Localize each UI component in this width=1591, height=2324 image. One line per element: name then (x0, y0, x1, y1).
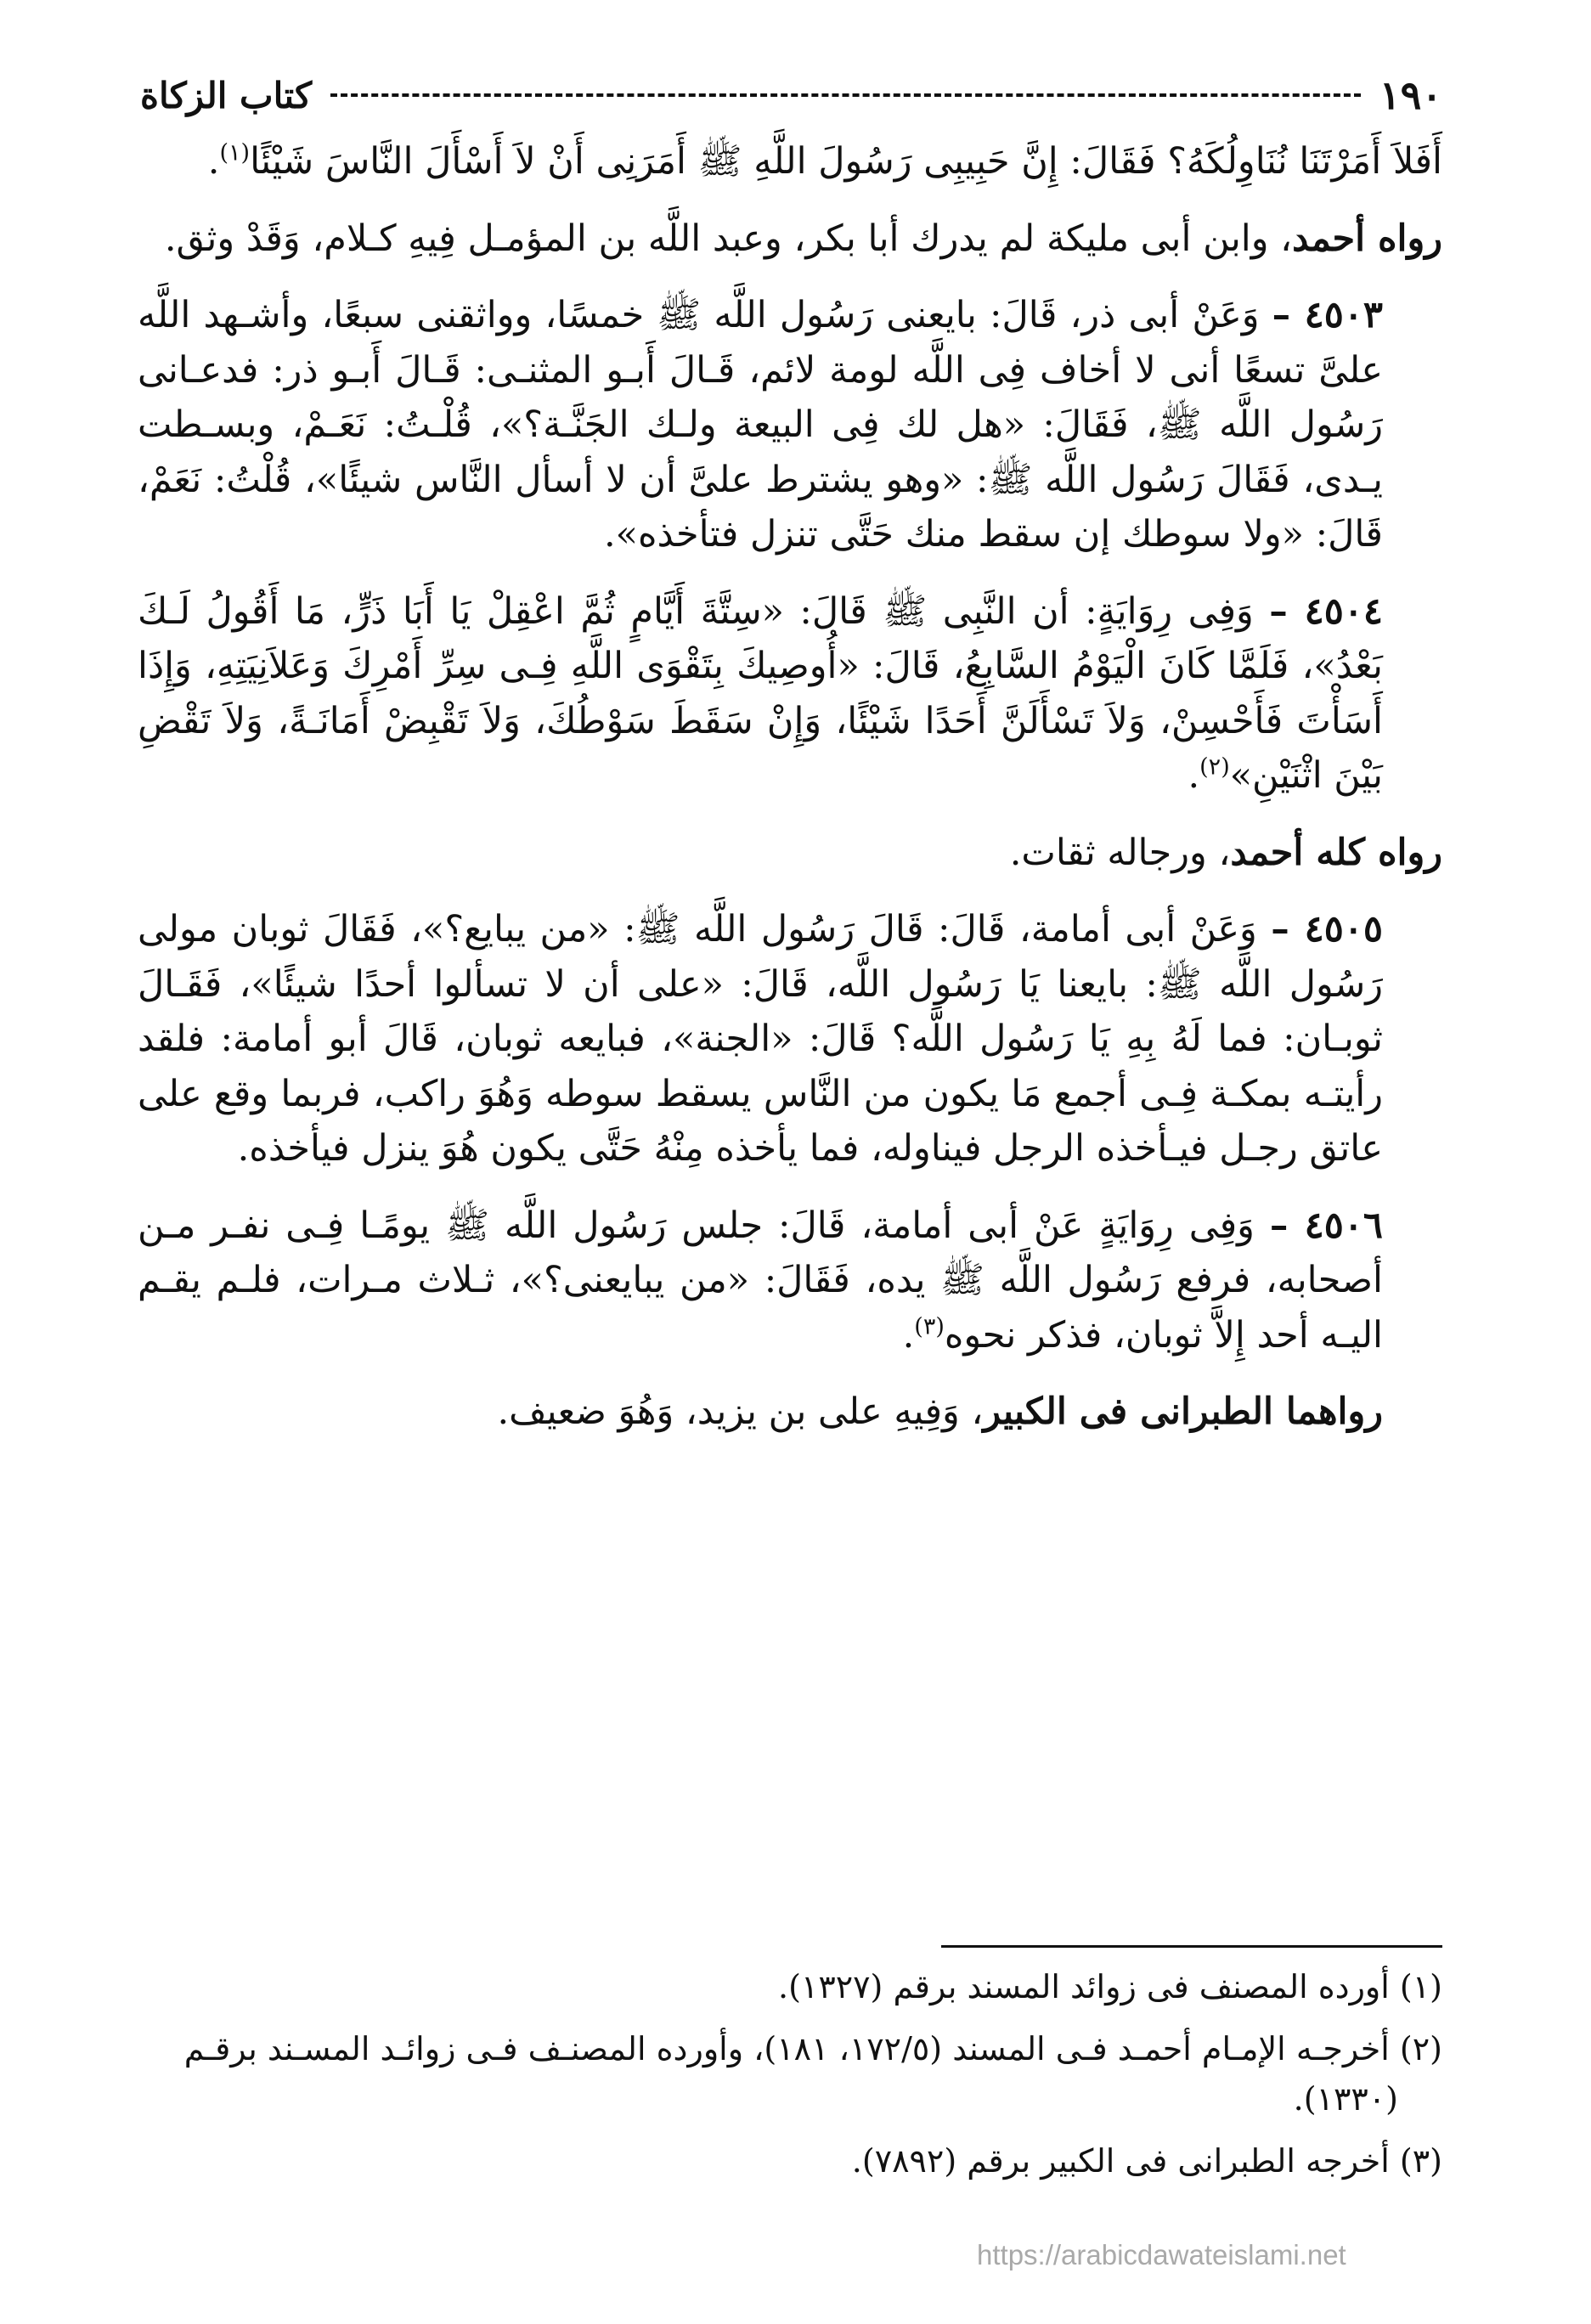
narration-source: رواهما الطبرانى فى الكبير (983, 1390, 1383, 1433)
page-header (140, 70, 1442, 121)
footnote-2-continuation: (١٣٣٠). (1293, 2079, 1398, 2118)
paragraph-end: . (902, 1313, 915, 1357)
footnote-2-text: (٢) أخرجـه الإمـام أحمـد فـى المسند (١٧٢/٥، ١٨١)، وأورده المصنـف فـى زوائـد المسـند برقـم (183, 2029, 1442, 2067)
hadith-number: ٤٥٠٦ – (1269, 1204, 1383, 1247)
paragraph-text: أَفَلاَ أَمَرْتَنَا نُنَاوِلُكَهُ؟ فَقَالَ: إِنَّ حَبِيبِى رَسُولَ اللَّهِ ﷺ أَمَرَنِى أَنْ لاَ أَسْأَلَ النَّاسَ شَيْئًا (250, 140, 1442, 183)
hadith-text: وَفِى رِوَايَةٍ عَنْ أبى أمامة، قَالَ: جلس رَسُول اللَّه ﷺ يومًـا فِـى نفـر مـن أصحابه، فرفع رَسُول اللَّه ﷺ يده، فَقَالَ: «من يبايعنى؟»، ثـلاث مـرات، فلـم يقـم اليـه أحد إِلاَّ ثوبان، فذكر نحوه (138, 1204, 1383, 1357)
book-title: كتاب الزكاة (140, 74, 313, 116)
footnote-divider (941, 1945, 1442, 1948)
footnote-ref-3: (٣) (914, 1313, 945, 1340)
main-text (138, 134, 1442, 1462)
hadith-number: ٤٥٠٣ – (1272, 294, 1383, 336)
hadith-text: وَعَنْ أبى أمامة، قَالَ: قَالَ رَسُول اللَّه ﷺ: «من يبايع؟»، فَقَالَ ثوبان مولى رَسُول اللَّه ﷺ: بايعنا يَا رَسُول اللَّه، قَالَ: «على أن لا تسألوا أحدًا شيئًا»، فَقَـالَ ثوبـان: فما لَهُ بِهِ يَا رَسُول اللَّه؟ قَالَ: «الجنة»، فبايعه ثوبان، قَالَ أبو أمامة: فلقد رأيتـه بمكـة فِـى أجمع مَا يكون من النَّاس يسقط سوطه وَهُوَ راكب، فربما وقع على عاتق رجـل فيـأخذه الرجل فيناوله، فما يأخذه مِنْهُ حَتَّى يكون هُوَ ينزل فيأخذه. (138, 908, 1383, 1170)
hadith-4503 (138, 288, 1442, 562)
narration-note (138, 212, 1442, 267)
paragraph-end: . (207, 140, 220, 183)
page-number: ١٩٠ (1379, 72, 1442, 118)
footnote-2 (138, 2024, 1442, 2074)
hadith-number: ٤٥٠٥ – (1271, 908, 1383, 950)
narration-source: رواه كله أحمد (1230, 831, 1442, 874)
footnote-3: (٣) أخرجه الطبرانى فى الكبير برقم (٧٨٩٢). (851, 2141, 1442, 2180)
footnotes (138, 1962, 1442, 2198)
footnote-1: (١) أورده المصنف فى زوائد المسند برقم (١٣٢٧). (778, 1968, 1442, 2005)
hadith-text: وَفِى رِوَايَةٍ: أن النَّبِى ﷺ قَالَ: «سِتَّةَ أَيَّامٍ ثُمَّ اعْقِلْ يَا أَبَا ذَرٍّ، مَا أَقُولُ لَـكَ بَعْدُ»، فَلَمَّا كَانَ الْيَوْمُ السَّابِعُ، قَالَ: «أُوصِيكَ بِتَقْوَى اللَّهِ فِـى سِرِّ أَمْرِكَ وَعَلاَنِيَتِهِ، وَإِذَا أَسَأْتَ فَأَحْسِنْ، وَلاَ تَسْأَلَنَّ أَحَدًا شَيْئًا، وَإِنْ سَقَطَ سَوْطُكَ، وَلاَ تَقْبِضْ أَمَانَـةً، وَلاَ تَقْضِ بَيْنَ اثْنَيْنِ» (138, 589, 1383, 797)
hadith-4506 (138, 1199, 1442, 1363)
narration-comment: ، ورجاله ثقات. (1009, 831, 1231, 874)
header-dashed-rule (330, 93, 1361, 97)
hadith-4504 (138, 584, 1442, 804)
hadith-number: ٤٥٠٤ – (1269, 589, 1383, 633)
hadith-4505 (138, 902, 1442, 1176)
narration-comment: ، وابن أبى مليكة لم يدرك أبا بكر، وعبد اللَّه بن المؤمـل فِيهِ كـلام، وَقَدْ وثق. (164, 217, 1293, 260)
footnote-ref-1: (١) (219, 139, 251, 166)
hadith-text: وَعَنْ أبى ذر، قَالَ: بايعنى رَسُول اللَّه ﷺ خمسًا، وواثقنى سبعًا، وأشـهد اللَّه علىَّ تسعًا أنى لا أخاف فِى اللَّه لومة لائم، قَـالَ أَبـو المثنـى: قَـالَ أَبـو ذر: فدعـانى رَسُول اللَّه ﷺ، فَقَالَ: «هل لك فِى البيعة ولـك الجَنَّـة؟»، قُلْـتُ: نَعَـمْ، وبسـطت يـدى، فَقَالَ رَسُول اللَّه ﷺ: «وهو يشترط علىَّ أن لا أسأل النَّاس شيئًا»، قُلْتُ: نَعَمْ، قَالَ: «ولا سوطك إن سقط منك حَتَّى تنزل فتأخذه». (138, 294, 1383, 556)
narration-source: رواه أحمد (1292, 217, 1442, 260)
narration-note (138, 1385, 1442, 1440)
paragraph-end: . (1188, 754, 1200, 797)
narration-note (138, 826, 1442, 881)
footnote-ref-2: (٢) (1199, 753, 1230, 781)
paragraph-continuation (138, 134, 1442, 189)
narration-comment: ، وَفِيهِ على بن يزيد، وَهُوَ ضعيف. (497, 1390, 984, 1433)
watermark-url: https://arabicdawateislami.net (977, 2239, 1346, 2270)
